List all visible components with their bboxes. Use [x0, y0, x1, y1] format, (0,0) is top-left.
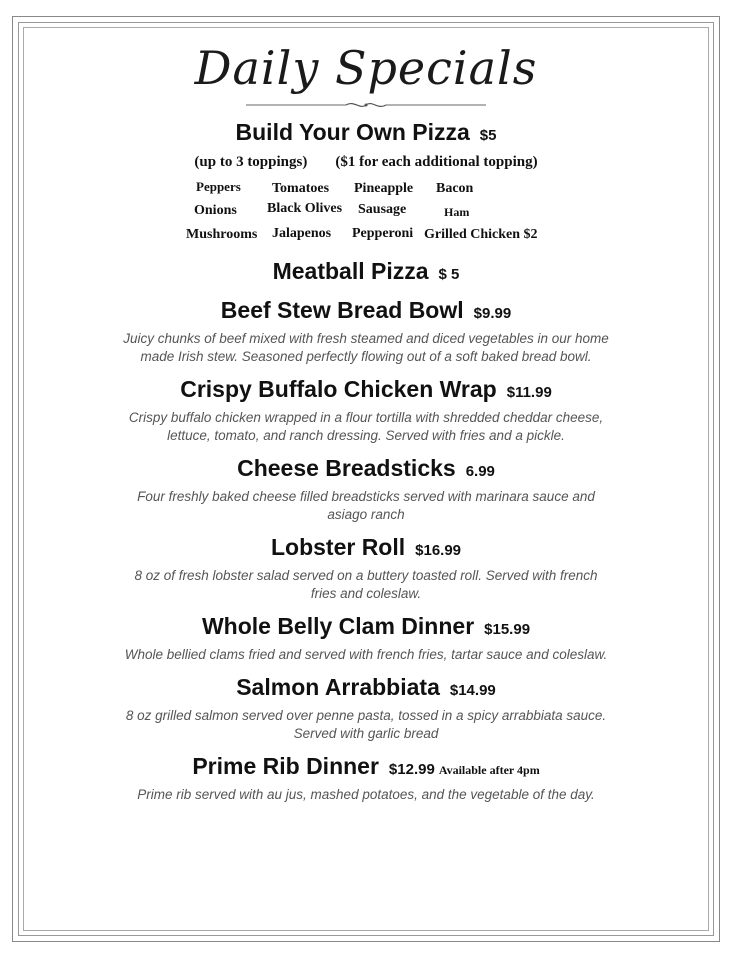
item-name: Salmon Arrabbiata	[236, 674, 440, 700]
topping-item: Ham	[444, 205, 470, 219]
menu-item-salmon-arrabbiata	[0, 673, 732, 743]
item-description: Prime rib served with au jus, mashed potatoes, and the vegetable of the day.	[137, 787, 595, 802]
item-description: 8 oz grilled salmon served over penne pasta, tossed in a spicy arrabbiata sauce. Served with garlic bread	[125, 708, 607, 741]
item-price: $14.99	[449, 682, 496, 699]
item-name: Lobster Roll	[270, 534, 406, 560]
item-description: 8 oz of fresh lobster salad served on a buttery toasted roll. Served with french fries and coleslaw.	[134, 568, 598, 601]
item-name: Meatball Pizza	[272, 258, 429, 284]
availability-note: Available after 4pm	[438, 763, 540, 777]
item-price: $16.99	[415, 542, 462, 559]
topping-item: Black Olives	[267, 201, 343, 216]
menu-item-whole-belly-clam-dinner	[0, 612, 732, 664]
item-description: Whole bellied clams fried and served with french fries, tartar sauce and coleslaw.	[124, 647, 608, 662]
topping-item: Bacon	[436, 181, 474, 196]
item-price: $11.99	[506, 384, 552, 401]
item-description: Juicy chunks of beef mixed with fresh steamed and diced vegetables in our home made Irish stew. Seasoned perfectly flowing out of a soft baked bread bowl.	[123, 331, 609, 364]
topping-item: Pineapple	[354, 181, 414, 196]
item-name: Cheese Breadsticks	[237, 455, 456, 481]
item-description: Four freshly baked cheese filled breadsticks served with marinara sauce and asiago ranch	[137, 489, 595, 522]
item-price: $9.99	[473, 305, 512, 322]
toppings-list	[186, 175, 546, 245]
menu-item-prime-rib-dinner	[0, 752, 732, 804]
item-name: Build Your Own Pizza	[235, 119, 470, 145]
menu-item-meatball-pizza	[0, 257, 732, 289]
additional-topping-note: ($1 for each additional topping)	[335, 154, 538, 170]
menu-item-build-your-own-pizza	[0, 118, 732, 245]
topping-item: Peppers	[196, 179, 241, 194]
menu-item-beef-stew-bread-bowl	[0, 296, 732, 366]
menu-item-cheese-breadsticks	[0, 454, 732, 524]
topping-item: Sausage	[358, 202, 407, 217]
pizza-topping-notes	[0, 154, 732, 171]
menu-item-crispy-buffalo-chicken-wrap	[0, 375, 732, 445]
menu-item-lobster-roll	[0, 533, 732, 603]
item-name: Beef Stew Bread Bowl	[220, 297, 464, 323]
topping-item: Jalapenos	[272, 226, 332, 241]
ornament-divider	[246, 100, 486, 110]
menu-content	[0, 38, 732, 804]
topping-limit-note: (up to 3 toppings)	[194, 154, 308, 170]
item-description: Crispy buffalo chicken wrapped in a flour tortilla with shredded cheddar cheese, lettuce, tomato, and ranch dressing. Served with fries and a pickle.	[128, 410, 604, 443]
item-price: $ 5	[438, 266, 460, 283]
item-price: $12.99	[388, 761, 435, 778]
topping-item: Tomatoes	[272, 181, 330, 196]
topping-item: Mushrooms	[186, 227, 258, 242]
item-name: Prime Rib Dinner	[192, 753, 379, 779]
item-price: 6.99	[465, 463, 495, 480]
topping-item: Onions	[194, 203, 237, 218]
item-name: Whole Belly Clam Dinner	[201, 613, 475, 639]
item-price: $5	[479, 127, 497, 144]
topping-item: Grilled Chicken $2	[424, 227, 538, 242]
item-price: $15.99	[484, 621, 531, 638]
item-name: Crispy Buffalo Chicken Wrap	[180, 376, 497, 402]
menu-title: Daily Specials	[194, 41, 538, 95]
topping-item: Pepperoni	[352, 226, 414, 241]
